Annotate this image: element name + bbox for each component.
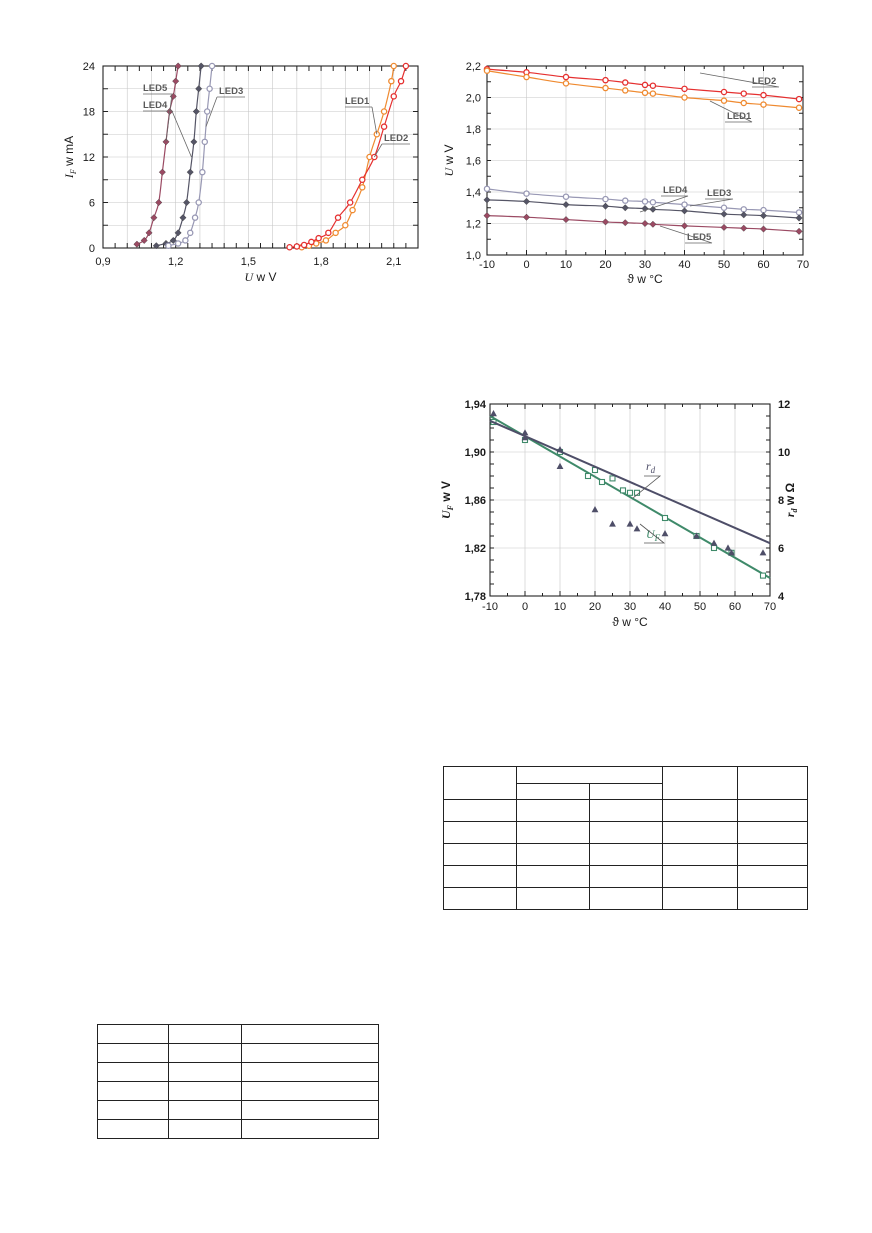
y-tick-label-right: 4: [778, 591, 785, 603]
data-point: [796, 96, 801, 101]
data-point: [623, 198, 628, 203]
label-leader: [633, 476, 660, 498]
data-point: [610, 476, 615, 481]
y-tick-label-left: 1,78: [464, 591, 486, 603]
x-tick-label: 1,2: [168, 256, 184, 268]
data-point: [761, 573, 766, 578]
voltage-temperature-chart: [0, 0, 872, 300]
data-point: [650, 83, 655, 88]
table-row: [444, 866, 808, 888]
table-row: [98, 1101, 379, 1120]
data-point: [796, 215, 802, 221]
y-tick-label: 12: [82, 152, 95, 164]
y-tick-label: 6: [88, 197, 95, 210]
series-label: $r_d$: [646, 459, 656, 475]
table-row: [444, 844, 808, 866]
table-row: [98, 1120, 379, 1139]
data-point: [563, 216, 569, 222]
data-point: [557, 463, 564, 469]
data-point: [760, 212, 766, 218]
y-tick-label: 2,2: [465, 61, 481, 73]
data-point: [623, 88, 628, 93]
data-point: [484, 68, 489, 73]
data-point: [586, 474, 591, 479]
series-label: LED3: [707, 188, 732, 199]
x-tick-label: -10: [479, 259, 495, 271]
data-point: [523, 198, 529, 204]
data-point: [682, 95, 687, 100]
y-tick-label: 18: [82, 106, 95, 119]
data-point: [650, 221, 656, 227]
x-tick-label: 0: [523, 259, 530, 271]
data-point: [563, 74, 568, 79]
x-tick-label: 2,1: [386, 256, 402, 268]
x-tick-label: 30: [638, 259, 652, 271]
data-point: [642, 220, 648, 226]
data-point: [721, 89, 726, 94]
y-tick-label: 24: [82, 61, 95, 73]
x-axis-label: ϑ w °C: [627, 272, 663, 286]
data-point: [741, 225, 747, 231]
y-tick-label-right: 6: [778, 543, 785, 555]
table-row: [98, 1025, 379, 1044]
x-tick-label: 70: [763, 601, 777, 613]
series-label: LED1: [345, 96, 370, 107]
data-point: [609, 520, 616, 526]
y-tick-label: 1,4: [465, 187, 481, 199]
data-point: [602, 219, 608, 225]
data-point: [484, 197, 490, 203]
data-point: [623, 80, 628, 85]
y-tick-label: 0: [88, 243, 95, 255]
x-tick-label: 60: [728, 601, 742, 613]
x-tick-label: 10: [559, 259, 573, 271]
y-tick-label: 1,0: [465, 250, 481, 262]
table-cell: [663, 767, 738, 800]
data-point: [741, 91, 746, 96]
x-tick-label: -10: [482, 601, 498, 613]
x-tick-label: 0: [521, 601, 529, 613]
y-tick-label: 2,0: [465, 92, 481, 105]
data-point: [622, 220, 628, 226]
data-point: [627, 520, 634, 526]
x-tick-label: 40: [658, 601, 672, 613]
series-label: LED4: [663, 185, 688, 196]
x-tick-label: 70: [796, 259, 810, 271]
table-row: [98, 1063, 379, 1082]
label-leader: [690, 199, 733, 206]
data-point: [721, 98, 726, 103]
data-point: [760, 549, 767, 555]
y-tick-label-right: 12: [778, 399, 791, 411]
data-point: [563, 194, 568, 199]
series-label: LED2: [752, 76, 777, 87]
data-point: [650, 200, 655, 205]
series-label: LED3: [219, 86, 244, 97]
data-point: [796, 105, 801, 110]
series-label: LED1: [727, 111, 752, 122]
data-point: [603, 85, 608, 90]
data-point: [761, 102, 766, 107]
x-tick-label: 60: [757, 259, 770, 271]
data-point: [662, 530, 669, 536]
x-tick-label: 1,5: [240, 256, 257, 268]
x-tick-label: 50: [693, 601, 707, 613]
y-tick-label: 1,6: [465, 155, 481, 168]
data-point: [523, 214, 529, 220]
data-point: [721, 205, 726, 210]
x-tick-label: 10: [553, 601, 567, 613]
y-tick-label-right: 8: [778, 495, 785, 507]
table-cell: [738, 767, 808, 800]
blank-table-right: [443, 766, 808, 910]
data-point: [642, 82, 647, 87]
data-point: [563, 81, 568, 86]
table-row: [444, 822, 808, 844]
series-label: LED5: [687, 232, 712, 243]
x-tick-label: 20: [599, 259, 612, 271]
series-label: LED4: [143, 100, 168, 111]
blank-table-left: [97, 1024, 379, 1139]
y-tick-label: 1,2: [465, 218, 481, 231]
data-point: [663, 516, 668, 521]
series-label: LED5: [143, 83, 168, 94]
x-axis-label: ϑ w °C: [612, 615, 648, 629]
data-point: [741, 212, 747, 218]
data-point: [592, 506, 599, 512]
data-point: [721, 224, 727, 230]
series-label: LED2: [384, 133, 409, 144]
data-point: [796, 228, 802, 234]
y-tick-label-left: 1,82: [464, 543, 486, 555]
data-point: [711, 540, 718, 546]
data-point: [602, 203, 608, 209]
table-row: [444, 800, 808, 822]
y-tick-label: 1,8: [465, 124, 481, 136]
data-point: [603, 78, 608, 83]
y-tick-label-left: 1,90: [464, 447, 486, 459]
x-tick-label: 20: [588, 601, 602, 613]
data-point: [622, 205, 628, 211]
data-point: [796, 210, 801, 215]
data-point: [628, 490, 633, 495]
data-point: [484, 186, 489, 191]
series-label: $U_F$: [646, 527, 661, 543]
data-point: [634, 525, 641, 531]
data-point: [642, 90, 647, 95]
data-point: [721, 211, 727, 217]
y-axis-label-left: $U_F$ w V: [439, 480, 455, 520]
data-point: [761, 208, 766, 213]
x-tick-label: 0,9: [95, 256, 111, 268]
x-tick-label: 1,8: [313, 256, 329, 268]
y-axis-label: U w V: [442, 144, 456, 177]
table-row: [98, 1044, 379, 1063]
x-tick-label: 50: [717, 259, 731, 271]
table-cell: [517, 767, 663, 784]
table-cell: [444, 767, 517, 800]
uf-rd-temperature-chart: [0, 380, 872, 640]
data-point: [760, 226, 766, 232]
table-cell: [590, 784, 663, 800]
data-point: [524, 74, 529, 79]
table-cell: [517, 784, 590, 800]
y-tick-label-left: 1,94: [464, 399, 486, 411]
data-point: [682, 86, 687, 91]
y-tick-label-left: 1,86: [464, 495, 486, 507]
data-point: [490, 410, 497, 416]
y-axis-label-right: $r_d$ w Ω: [783, 482, 799, 518]
data-point: [524, 191, 529, 196]
y-tick-label-right: 10: [778, 447, 791, 459]
data-point: [600, 480, 605, 485]
table-row: [444, 888, 808, 910]
table-row: [98, 1082, 379, 1101]
data-point: [650, 91, 655, 96]
data-point: [712, 546, 717, 551]
x-tick-label: 30: [623, 601, 637, 613]
data-point: [642, 199, 647, 204]
data-point: [761, 93, 766, 98]
data-point: [603, 196, 608, 201]
y-axis-label: $I_F$ w mA: [62, 135, 78, 179]
data-point: [741, 207, 746, 212]
data-point: [725, 544, 732, 550]
x-tick-label: 40: [678, 259, 691, 271]
data-point: [681, 208, 687, 214]
data-point: [621, 488, 626, 493]
data-point: [741, 100, 746, 105]
x-axis-label: U w V: [244, 270, 277, 284]
data-point: [563, 201, 569, 207]
data-point: [484, 212, 490, 218]
data-point: [682, 202, 687, 207]
